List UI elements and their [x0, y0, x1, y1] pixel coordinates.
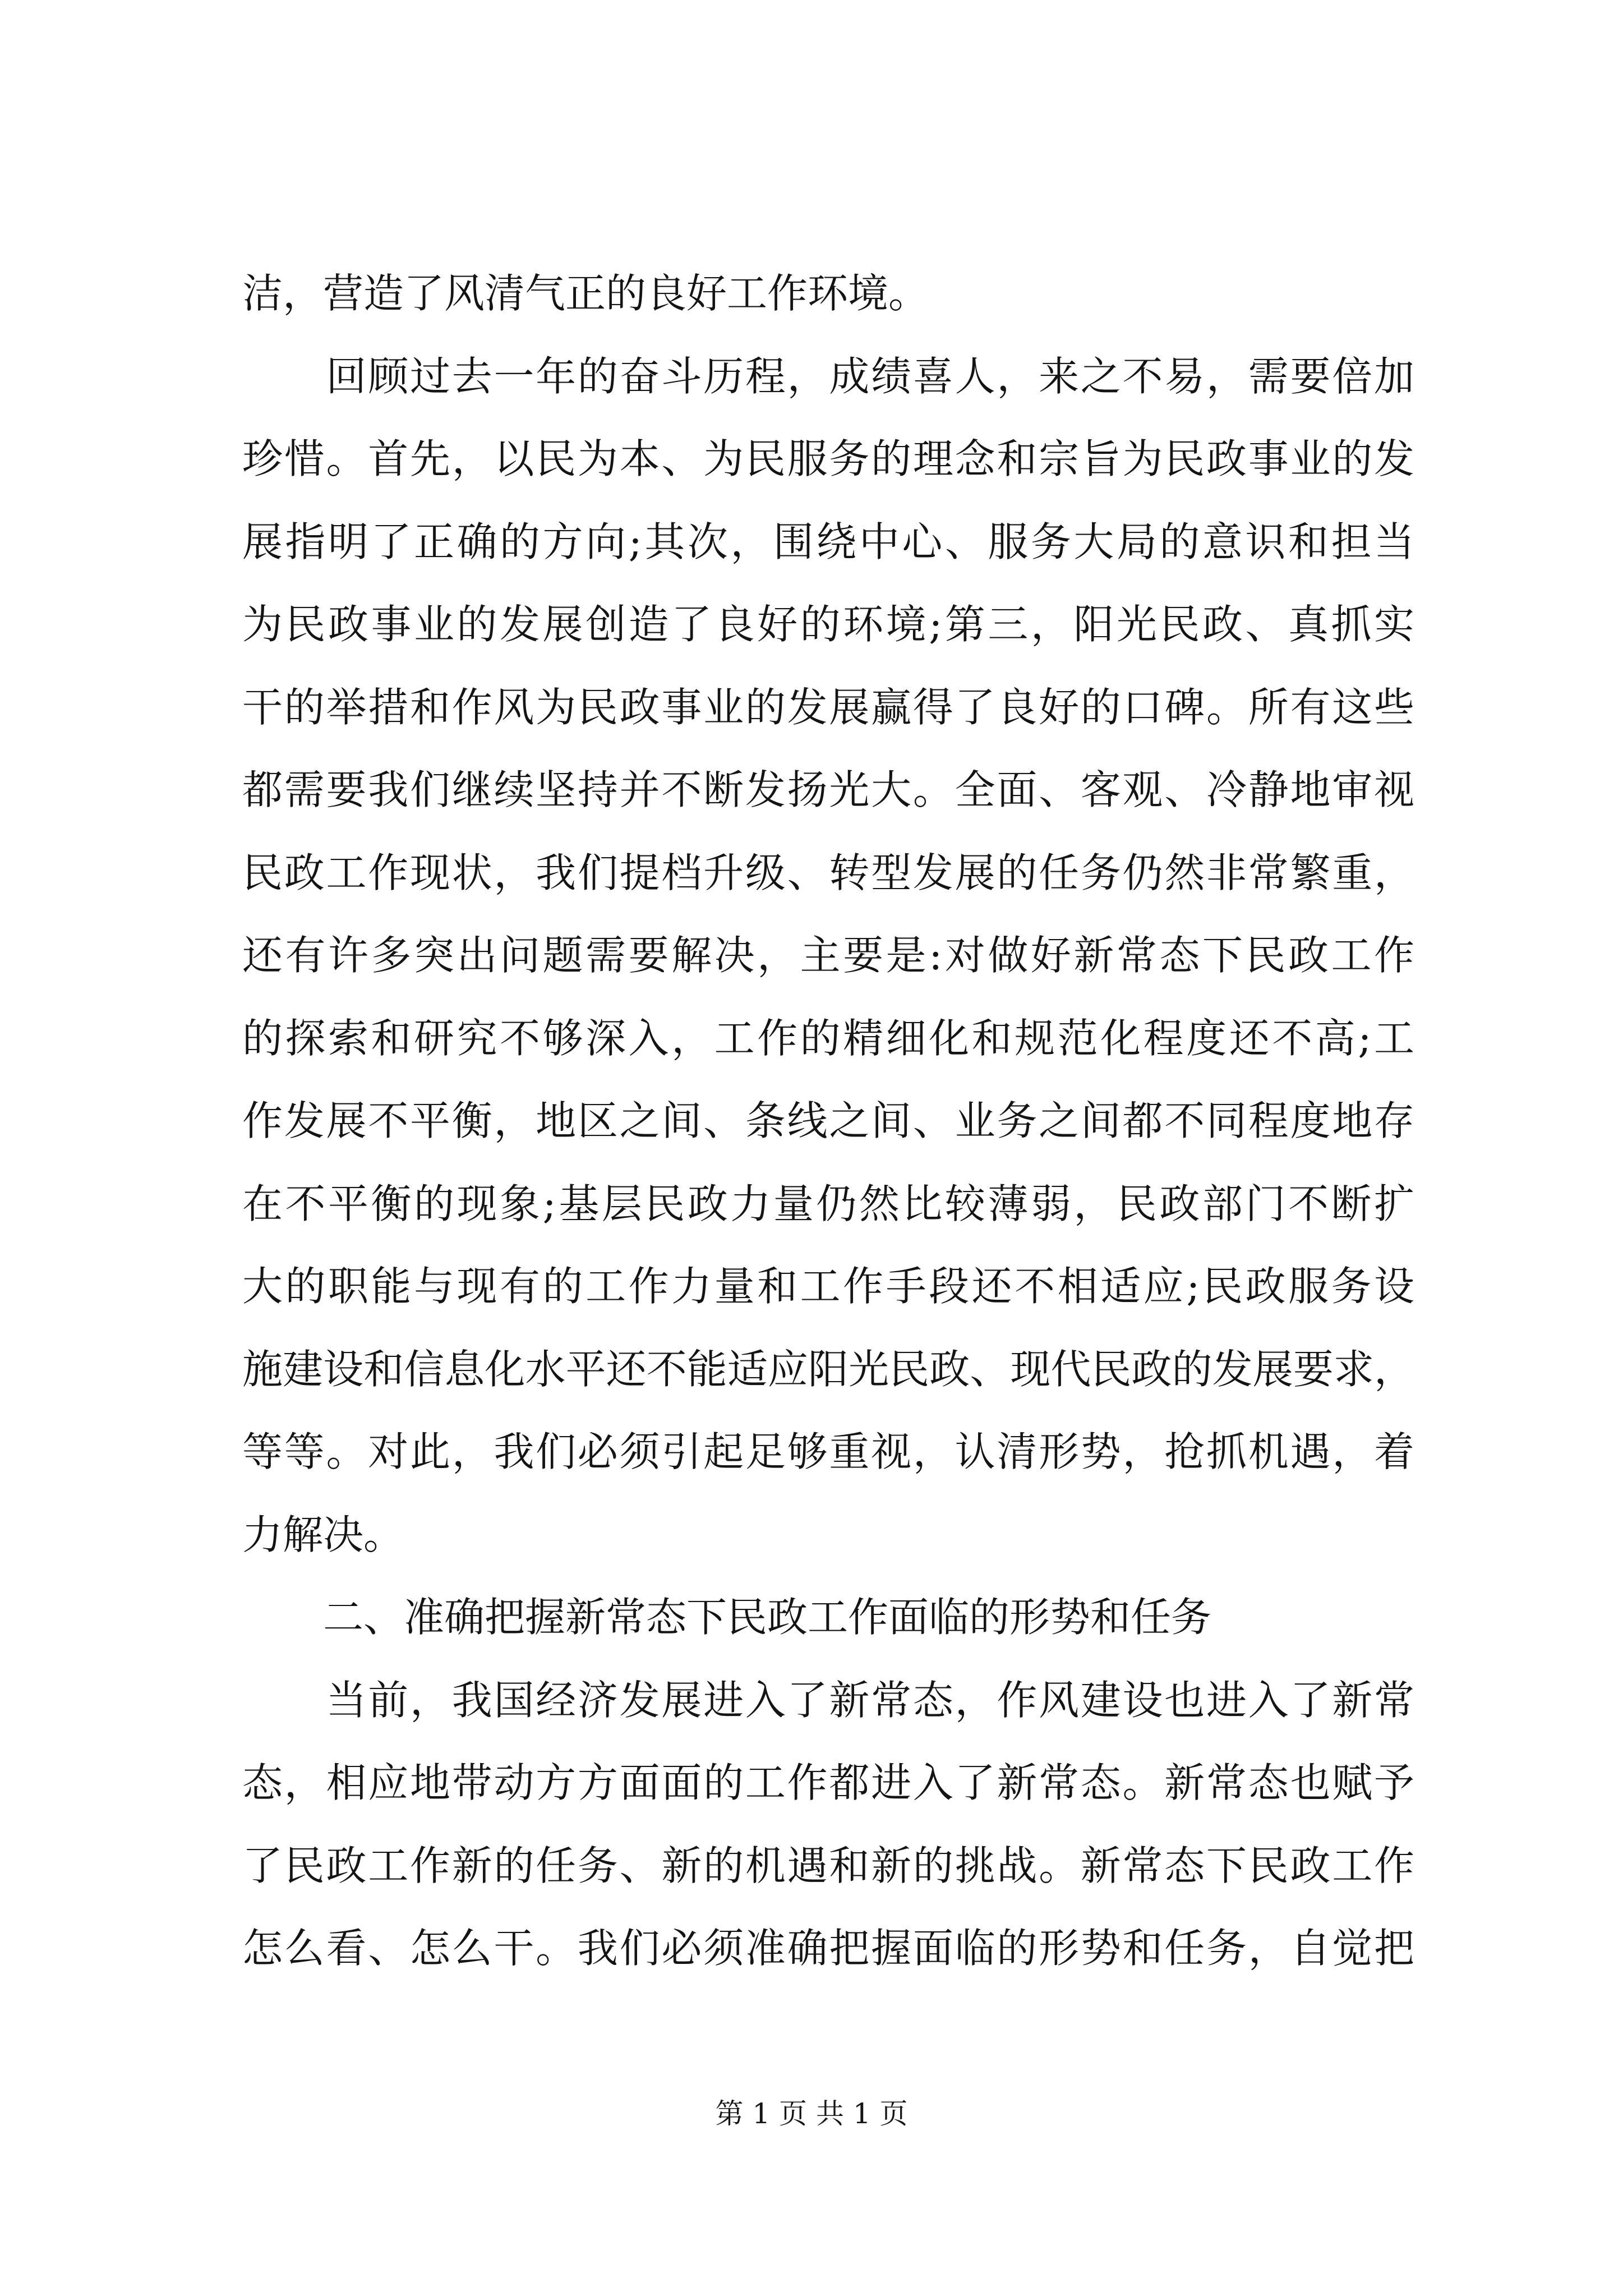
text-line: 作发展不平衡，地区之间、条线之间、业务之间都不同程度地存: [242, 1097, 1414, 1144]
text-line: 力解决。: [242, 1511, 404, 1558]
text-line: 都需要我们继续坚持并不断发扬光大。全面、客观、冷静地审视: [242, 766, 1414, 813]
text-line: 干的举措和作风为民政事业的发展赢得了良好的口碑。所有这些: [242, 683, 1414, 731]
text-line: 珍惜。首先，以民为本、为民服务的理念和宗旨为民政事业的发: [242, 435, 1414, 482]
page-footer: [0, 2097, 1623, 2131]
section-heading: 二、准确把握新常态下民政工作面临的形势和任务: [242, 1594, 1212, 1641]
text-line: 了民政工作新的任务、新的机遇和新的挑战。新常态下民政工作: [242, 1842, 1414, 1889]
text-line: 的探索和研究不够深入，工作的精细化和规范化程度还不高;工: [242, 1014, 1414, 1062]
text-line: 当前，我国经济发展进入了新常态，作风建设也进入了新常: [242, 1676, 1414, 1724]
text-line: 洁，营造了风清气正的良好工作环境。: [242, 270, 929, 317]
text-line: 施建设和信息化水平还不能适应阳光民政、现代民政的发展要求，: [242, 1345, 1414, 1393]
text-line: 为民政事业的发展创造了良好的环境;第三，阳光民政、真抓实: [242, 601, 1414, 648]
text-line: 怎么看、怎么干。我们必须准确把握面临的形势和任务，自觉把: [242, 1925, 1414, 1972]
text-line: 民政工作现状，我们提档升级、转型发展的任务仍然非常繁重，: [242, 849, 1414, 896]
document-body: [242, 263, 1414, 2000]
text-line: 等等。对此，我们必须引起足够重视，认清形势，抢抓机遇，着: [242, 1428, 1414, 1475]
page-number-label: 第 1 页 共 1 页: [715, 2097, 908, 2130]
text-line: 还有许多突出问题需要解决，主要是:对做好新常态下民政工作: [242, 932, 1414, 979]
text-line: 展指明了正确的方向;其次，围绕中心、服务大局的意识和担当: [242, 518, 1414, 565]
text-line: 态，相应地带动方方面面的工作都进入了新常态。新常态也赋予: [242, 1759, 1414, 1806]
text-line: 回顾过去一年的奋斗历程，成绩喜人，来之不易，需要倍加: [242, 352, 1414, 400]
text-line: 在不平衡的现象;基层民政力量仍然比较薄弱，民政部门不断扩: [242, 1180, 1414, 1227]
text-line: 大的职能与现有的工作力量和工作手段还不相适应;民政服务设: [242, 1263, 1414, 1310]
